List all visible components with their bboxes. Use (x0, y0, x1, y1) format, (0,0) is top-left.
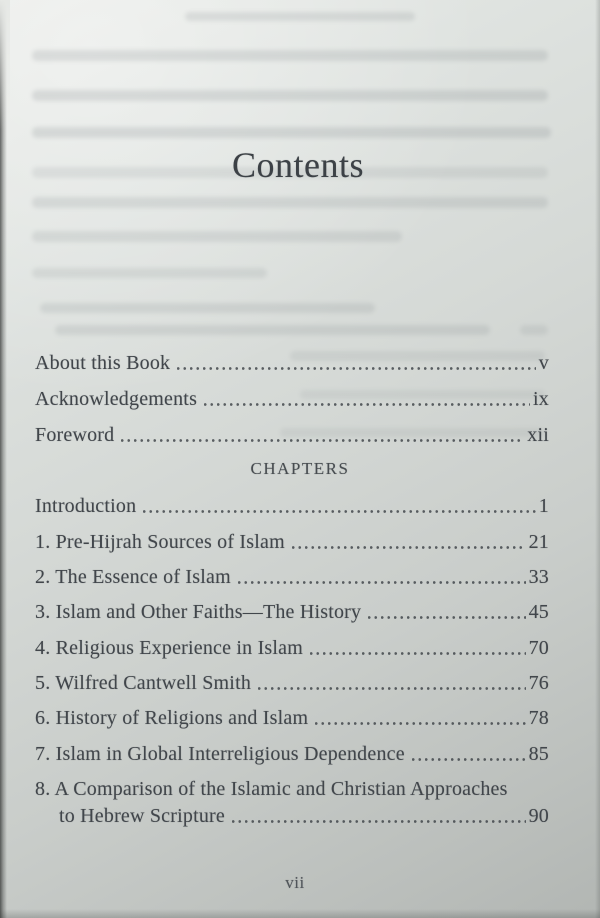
toc-entry-label: 7. Islam in Global Interreligious Dependence (35, 743, 405, 765)
dot-leader (292, 545, 526, 550)
toc-page-number: 76 (528, 672, 549, 694)
dot-leader (232, 819, 526, 824)
toc-entry-chapter-8-line-1 (35, 777, 555, 801)
toc-entry-label: to Hebrew Scripture (59, 805, 225, 827)
chapters-section-heading: CHAPTERS (250, 459, 350, 478)
toc-entry-label: Foreword (35, 424, 115, 446)
dot-leader (258, 686, 526, 691)
bleed-through-line (32, 127, 551, 138)
toc-entry-label: 8. A Comparison of the Islamic and Christian Approaches (35, 778, 508, 800)
toc-entry-label: About this Book (35, 352, 171, 374)
toc-entry-introduction (35, 494, 549, 518)
bleed-through-line (40, 303, 375, 313)
toc-entry-acknowledgements (35, 387, 549, 411)
dot-leader (143, 509, 536, 514)
dot-leader (315, 721, 525, 726)
toc-entry-chapter-5 (35, 671, 549, 695)
toc-entry-about-this-book (35, 351, 549, 375)
toc-entry-label: 3. Islam and Other Faiths—The History (35, 601, 362, 623)
dot-leader (368, 615, 525, 620)
page-left-edge-shadow (0, 0, 7, 918)
bleed-through-line (185, 12, 415, 21)
toc-entry-label: 5. Wilfred Cantwell Smith (35, 672, 252, 694)
dot-leader (412, 757, 526, 762)
toc-entry-foreword (35, 423, 549, 447)
bleed-through-line (32, 50, 548, 61)
toc-page-number: xii (527, 424, 549, 446)
bleed-through-line (520, 325, 548, 335)
toc-entry-label: Acknowledgements (35, 388, 198, 410)
dot-leader (121, 438, 524, 443)
toc-page-number: 78 (528, 707, 549, 729)
toc-entry-label: 6. History of Religions and Islam (35, 707, 309, 729)
toc-page-number: 33 (528, 566, 549, 588)
toc-entry-label: 4. Religious Experience in Islam (35, 637, 304, 659)
toc-page-number: 90 (528, 805, 549, 827)
toc-entry-chapter-6 (35, 706, 549, 730)
toc-page-number: 21 (528, 531, 549, 553)
bleed-through-line (55, 325, 490, 335)
toc-entry-chapter-7 (35, 742, 549, 766)
bleed-through-line (32, 90, 548, 101)
dot-leader (204, 402, 530, 407)
toc-entry-label: 1. Pre-Hijrah Sources of Islam (35, 531, 285, 553)
toc-entry-chapter-3 (35, 600, 549, 624)
toc-entry-label: Introduction (35, 495, 137, 517)
page-right-edge-shadow (595, 0, 600, 918)
bleed-through-line (32, 197, 548, 208)
page-left-edge-highlight (0, 0, 10, 130)
dot-leader (238, 580, 526, 585)
dot-leader (177, 366, 536, 371)
bleed-through-line (32, 268, 267, 278)
contents-title: Contents (231, 145, 364, 185)
toc-page-number: v (538, 352, 549, 374)
toc-page-number: 45 (528, 601, 549, 623)
toc-entry-chapter-2 (35, 565, 549, 589)
toc-page-number: 85 (528, 743, 549, 765)
page-bottom-edge-shadow (0, 909, 600, 918)
toc-entry-label: 2. The Essence of Islam (35, 566, 231, 588)
toc-page-number: 1 (538, 495, 549, 517)
toc-page-number: ix (533, 388, 549, 410)
bleed-through-line (32, 231, 402, 242)
dot-leader (310, 651, 526, 656)
toc-entry-chapter-8-line-2 (59, 804, 549, 828)
toc-page-number: 70 (528, 637, 549, 659)
folio-page-number: vii (285, 873, 305, 892)
toc-entry-chapter-4 (35, 636, 549, 660)
toc-entry-chapter-1 (35, 530, 549, 554)
